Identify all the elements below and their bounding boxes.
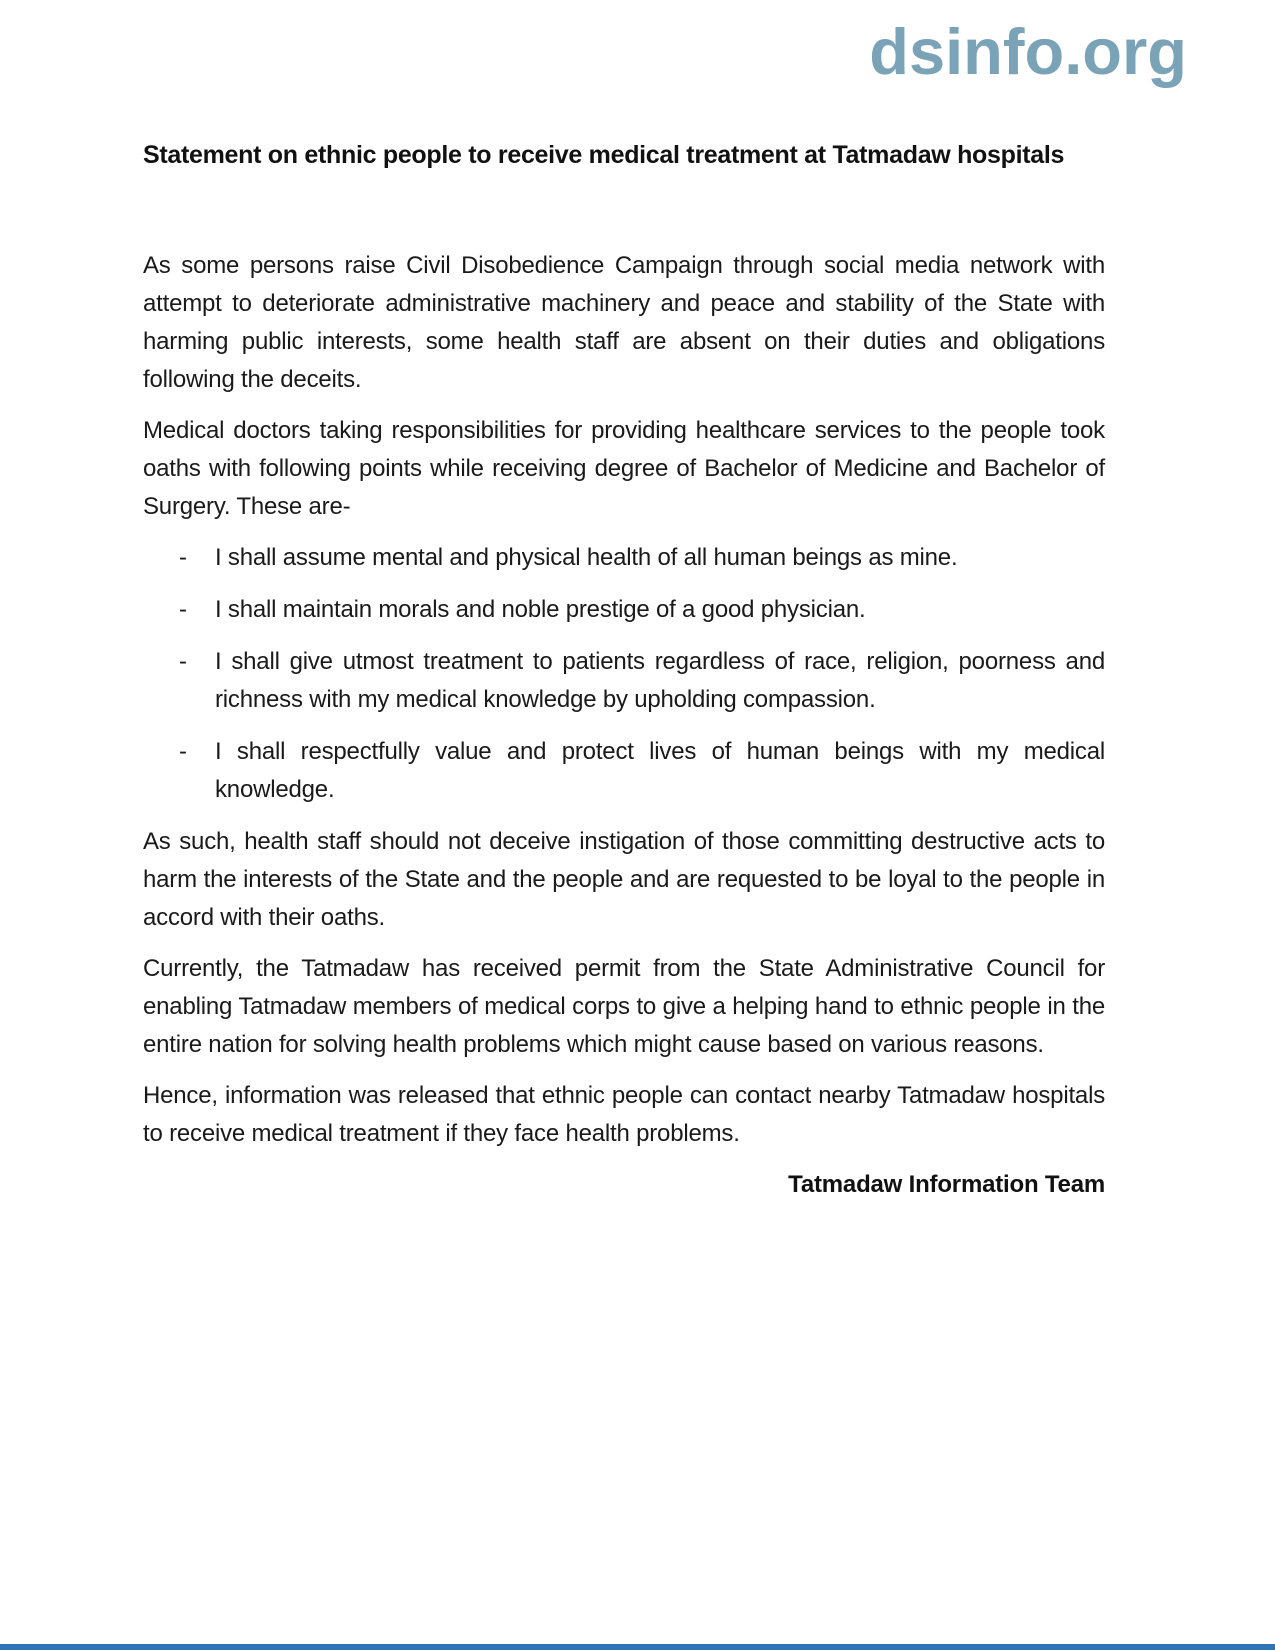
paragraph-permit: Currently, the Tatmadaw has received permit from the State Administrative Council for enabling Tatmadaw members of medical corps to give a helping hand to ethnic people in the entire nation for solving health problems which might cause based on various reasons.: [143, 955, 1105, 1058]
list-item-text: I shall maintain morals and noble prestige of a good physician.: [215, 596, 866, 623]
footer-bar: [0, 1644, 1275, 1650]
list-item: [143, 733, 1105, 809]
paragraph-hence: Hence, information was released that ethnic people can contact nearby Tatmadaw hospitals to receive medical treatment if they face health problems.: [143, 1082, 1105, 1147]
paragraph-loyalty: As such, health staff should not deceive instigation of those committing destructive acts to harm the interests of the State and the people and are requested to be loyal to the people in accord with their oaths.: [143, 828, 1105, 931]
dash-marker: -: [179, 596, 187, 623]
site-logo: dsinfo.org: [869, 15, 1187, 88]
list-item-text: I shall respectfully value and protect lives of human beings with my medical knowledge.: [215, 738, 1105, 803]
list-item-text: I shall give utmost treatment to patients regardless of race, religion, poorness and richness with my medical knowledge by upholding compassion.: [215, 648, 1105, 713]
list-item: [143, 643, 1105, 719]
paragraph-oaths-intro: Medical doctors taking responsibilities for providing healthcare services to the people took oaths with following points while receiving degree of Bachelor of Medicine and Bachelor of Surgery. These are-: [143, 417, 1105, 520]
dash-marker: -: [179, 648, 187, 675]
list-item: [143, 539, 1105, 577]
paragraph-cdm: As some persons raise Civil Disobedience Campaign through social media network with attempt to deteriorate administrative machinery and peace and stability of the State with harming public interests, some health staff are absent on their duties and obligations following the deceits.: [143, 252, 1105, 393]
dash-marker: -: [179, 738, 187, 765]
list-item-text: I shall assume mental and physical health of all human beings as mine.: [215, 544, 958, 571]
signature: Tatmadaw Information Team: [788, 1171, 1105, 1198]
dash-marker: -: [179, 544, 187, 571]
document-content: [143, 0, 1105, 1204]
list-item: [143, 591, 1105, 629]
oath-list: [143, 539, 1105, 809]
document-title: Statement on ethnic people to receive medical treatment at Tatmadaw hospitals: [143, 141, 1065, 169]
